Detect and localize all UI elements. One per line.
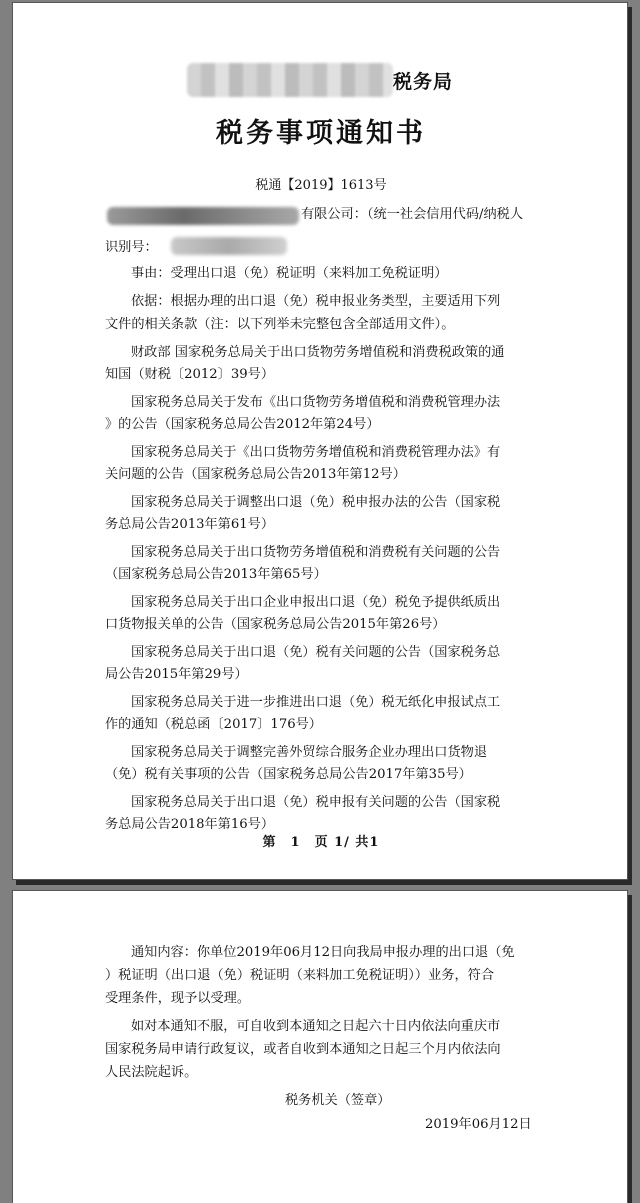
document-title: 税务事项通知书 <box>216 118 426 149</box>
body-line: 依据：根据办理的出口退（免）税申报业务类型，主要适用下列 <box>131 294 501 309</box>
recipient-line-2: 识别号： <box>105 240 158 255</box>
notice-date: 2019年06月12日 <box>425 1117 532 1132</box>
notice-line: 如对本通知不服，可自收到本通知之日起六十日内依法向重庆市 <box>131 1019 501 1034</box>
body-line: 知国（财税〔2012〕39号） <box>105 367 275 382</box>
body-line: 国家税务总局关于《出口货物劳务增值税和消费税管理办法》有 <box>131 445 501 460</box>
body-line: 局公告2015年第29号） <box>105 667 248 682</box>
signature-label: 税务机关（签章） <box>285 1093 391 1108</box>
body-line: 国家税务总局关于发布《出口货物劳务增值税和消费税管理办法 <box>131 395 501 410</box>
notice-line: 通知内容：你单位2019年06月12日向我局申报办理的出口退（免 <box>131 945 515 960</box>
tax-bureau-suffix: 税务局 <box>393 71 454 93</box>
page-number: 第 1 页 1/ 共1 <box>262 835 380 850</box>
body-line: （免）税有关事项的公告（国家税务总局公告2017年第35号） <box>105 767 472 782</box>
body-line: 国家税务总局关于出口退（免）税有关问题的公告（国家税务总 <box>131 645 501 660</box>
redacted-taxpayer-id <box>171 237 287 255</box>
body-line: 国家税务总局关于出口货物劳务增值税和消费税有关问题的公告 <box>131 545 501 560</box>
body-line: 》的公告（国家税务总局公告2012年第24号） <box>105 417 380 432</box>
document-page-1 <box>12 2 628 880</box>
body-line: 关问题的公告（国家税务总局公告2013年第12号） <box>105 467 406 482</box>
body-line: 国家税务总局关于调整完善外贸综合服务企业办理出口货物退 <box>131 745 488 760</box>
redacted-agency-name <box>187 63 393 97</box>
recipient-line-1: 有限公司：（统一社会信用代码/纳税人 <box>301 207 524 222</box>
document-page-2 <box>12 890 628 1203</box>
body-line: 口货物报关单的公告（国家税务总局公告2015年第26号） <box>105 617 446 632</box>
document-number: 税通【2019】1613号 <box>255 178 387 193</box>
body-line: 国家税务总局关于进一步推进出口退（免）税无纸化申报试点工 <box>131 695 501 710</box>
redacted-company-name <box>107 207 299 225</box>
body-line: 国家税务总局关于调整出口退（免）税申报办法的公告（国家税 <box>131 495 501 510</box>
body-line: （国家税务总局公告2013年第65号） <box>105 567 327 582</box>
body-line: 务总局公告2013年第61号） <box>105 517 275 532</box>
notice-line: 人民法院起诉。 <box>105 1065 198 1080</box>
body-line: 文件的相关条款（注：以下列举未完整包含全部适用文件）。 <box>105 317 455 332</box>
body-line: 事由：受理出口退（免）税证明（来料加工免税证明） <box>131 266 448 281</box>
notice-line: 国家税务局申请行政复议，或者自收到本通知之日起三个月内依法向 <box>105 1042 501 1057</box>
body-line: 国家税务总局关于出口退（免）税申报有关问题的公告（国家税 <box>131 795 501 810</box>
body-line: 财政部 国家税务总局关于出口货物劳务增值税和消费税政策的通 <box>131 345 505 360</box>
body-line: 作的通知（税总函〔2017〕176号） <box>105 717 322 732</box>
body-line: 国家税务总局关于出口企业申报出口退（免）税免予提供纸质出 <box>131 595 501 610</box>
notice-line: 受理条件，现予以受理。 <box>105 991 251 1006</box>
notice-line: ）税证明（出口退（免）税证明（来料加工免税证明））业务，符合 <box>105 968 495 983</box>
body-line: 务总局公告2018年第16号） <box>105 817 275 832</box>
